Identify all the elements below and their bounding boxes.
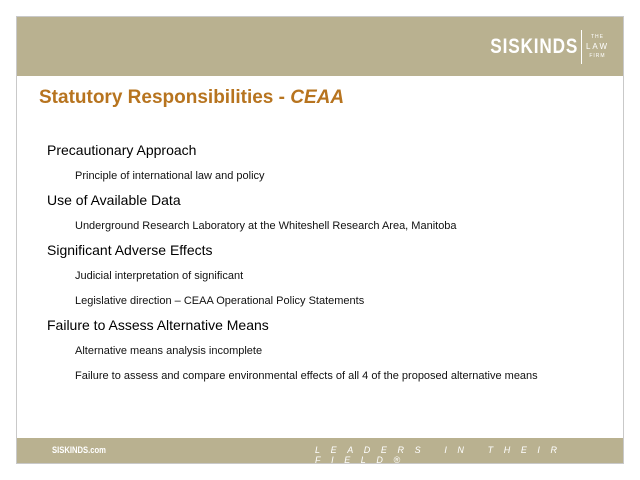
- brand-tag-mid: LAW: [585, 42, 609, 51]
- title-main: Statutory Responsibilities -: [39, 87, 291, 108]
- section-item: Legislative direction – CEAA Operational Policy Statements: [75, 295, 365, 307]
- section-heading: Use of Available Data: [47, 192, 181, 208]
- section-item: Failure to assess and compare environmental effects of all 4 of the proposed alternative means: [75, 370, 538, 382]
- section-item: Underground Research Laboratory at the Whiteshell Research Area, Manitoba: [75, 220, 457, 232]
- section-precautionary: [47, 141, 617, 183]
- footer-tagline: LEADERS IN THEIR FIELD®: [315, 445, 568, 465]
- brand-tag-top: THE: [590, 34, 604, 40]
- section-heading: Significant Adverse Effects: [47, 242, 213, 258]
- brand-logo: [471, 29, 609, 65]
- slide: [16, 16, 624, 464]
- section-alternative-means: [47, 316, 617, 383]
- footer-divider-line: [571, 419, 572, 439]
- section-heading: Failure to Assess Alternative Means: [47, 317, 269, 333]
- footer-website[interactable]: SISKINDS.com: [52, 445, 106, 455]
- brand-divider: [581, 30, 582, 64]
- section-heading: Precautionary Approach: [47, 142, 197, 158]
- section-item: Principle of international law and policy: [75, 170, 265, 182]
- section-item: Alternative means analysis incomplete: [75, 345, 263, 357]
- section-available-data: [47, 191, 617, 233]
- slide-title: [39, 87, 344, 109]
- footer-band: [17, 438, 623, 463]
- brand-name: SISKINDS: [490, 35, 578, 58]
- brand-tagline: [586, 35, 609, 59]
- brand-tag-bottom: FIRM: [589, 53, 606, 59]
- title-emphasis: CEAA: [290, 87, 345, 108]
- section-item: Judicial interpretation of significant: [75, 270, 244, 282]
- header-band: [17, 17, 623, 76]
- section-adverse-effects: [47, 241, 617, 308]
- slide-content: [47, 141, 617, 383]
